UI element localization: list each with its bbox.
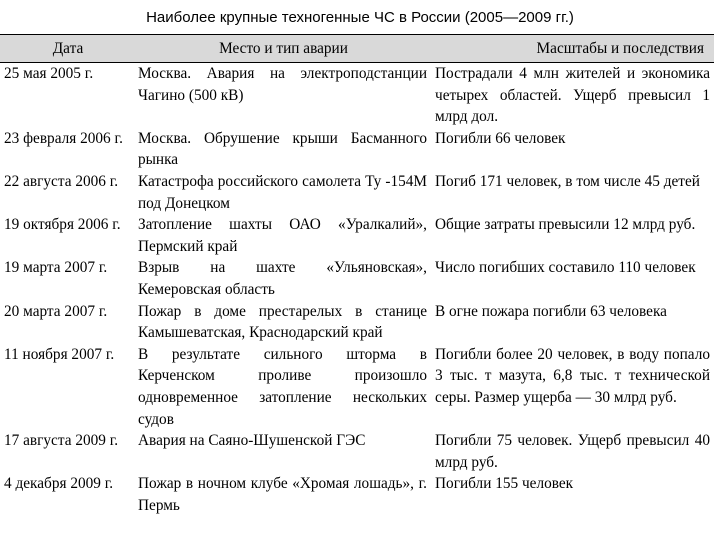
date-cell: 19 марта 2007 г. [4,259,108,277]
date-cell: 23 февраля 2006 г. [4,129,123,147]
place-cell: В результате сильного шторма в Керченском проливе произошло одновременное затопление нескольких судов [138,345,427,428]
header-place: Место и тип аварии [136,35,431,63]
table-body [0,63,714,517]
date-cell: 17 августа 2009 г. [4,432,119,450]
consequences-cell: Погибли 66 человек [435,129,566,147]
header-row [0,35,714,63]
consequences-cell: Погибли 75 человек. Ущерб превысил 40 млрд руб. [435,432,710,471]
table-row [0,63,714,128]
table-row [0,301,714,344]
table-row [0,344,714,430]
table-row [0,171,714,214]
table-header [0,35,714,63]
place-cell: Затопление шахты ОАО «Уралкалий», Пермский край [138,216,427,255]
consequences-cell: Погиб 171 человек, в том числе 45 детей [435,172,700,190]
consequences-cell: Общие затраты превысили 12 млрд руб. [435,216,696,234]
table-row [0,128,714,171]
date-cell: 25 мая 2005 г. [4,65,94,82]
page-title: Наиболее крупные техногенные ЧС в России (2005—2009 гг.) [146,9,574,26]
place-cell: Пожар в доме престарелых в станице Камышеватская, Краснодарский край [138,302,427,342]
place-cell: Взрыв на шахте «Ульяновская», Кемеровская область [138,259,427,298]
consequences-cell: Погибли 155 человек [435,475,574,493]
disasters-table [0,34,714,516]
consequences-cell: В огне пожара погибли 63 человека [435,302,667,320]
header-consequences: Масштабы и последствия [431,35,714,63]
consequences-cell: Погибли более 20 человек, в воду попало 3 тыс. т мазута, 6,8 тыс. т технической серы. Размер ущерба — 30 млрд руб. [435,345,710,406]
consequences-cell: Число погибших составило 110 человек [435,259,696,277]
date-cell: 22 августа 2006 г. [4,172,119,190]
date-cell: 11 ноября 2007 г. [4,345,115,363]
date-cell: 19 октября 2006 г. [4,216,121,234]
place-cell: Москва. Обрушение крыши Басманного рынка [138,129,427,169]
table-row [0,257,714,300]
place-cell: Пожар в ночном клубе «Хромая лошадь», г. Пермь [138,475,427,514]
place-cell: Авария на Саяно-Шушенской ГЭС [138,432,366,450]
place-cell: Москва. Авария на электроподстанции Чагино (500 кВ) [138,65,427,104]
table-row [0,214,714,257]
date-cell: 20 марта 2007 г. [4,302,108,320]
table-row [0,430,714,473]
place-cell: Катастрофа российского самолета Ту -154М под Донецком [138,172,427,212]
header-date: Дата [0,35,136,63]
date-cell: 4 декабря 2009 г. [4,475,114,493]
table-row [0,473,714,516]
consequences-cell: Пострадали 4 млн жителей и экономика четырех областей. Ущерб превысил 1 млрд дол. [435,65,710,126]
